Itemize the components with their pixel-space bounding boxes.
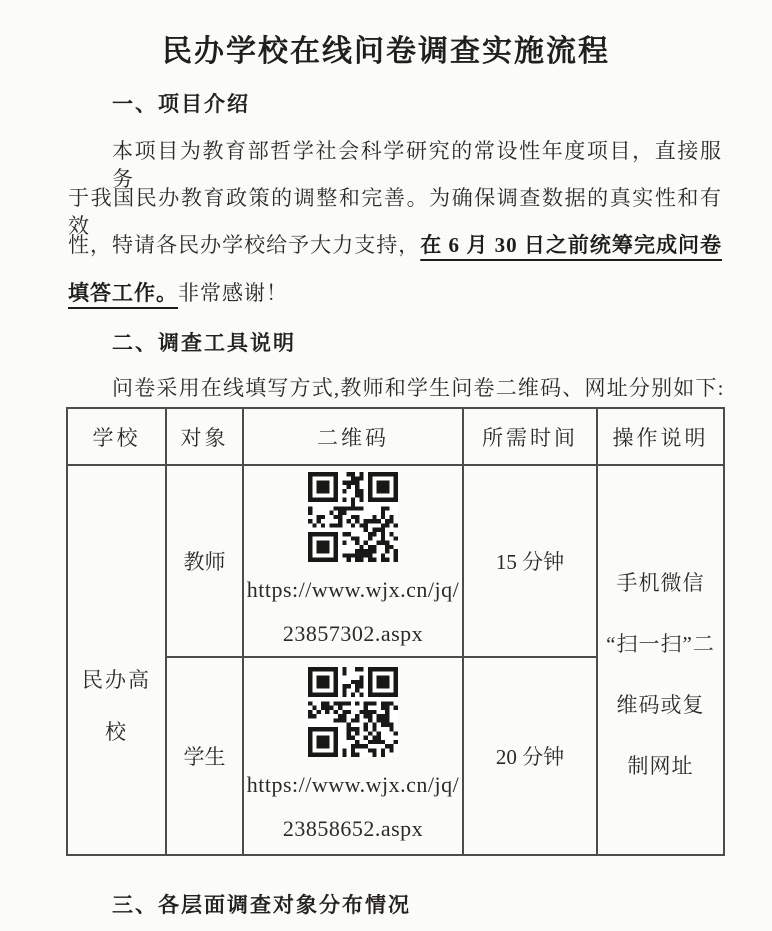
survey-info-table [66, 407, 725, 856]
school-cell [67, 465, 166, 855]
document-title: 民办学校在线问卷调查实施流程 [162, 35, 610, 68]
time-cell-student: 20 分钟 [463, 657, 597, 855]
column-header-target: 对象 [166, 408, 243, 465]
target-cell-student: 学生 [166, 657, 243, 855]
teacher-survey-url-line-2: 23857302.aspx [282, 621, 424, 646]
qrcode-cell-teacher [243, 465, 463, 657]
operation-instructions-cell [597, 465, 724, 855]
intro-paragraph-line-2: 于我国民办教育政策的调整和完善。为确保调查数据的真实性和有效 [68, 186, 722, 238]
column-header-qrcode: 二维码 [243, 408, 463, 465]
qr-code-teacher-icon [308, 472, 398, 562]
intro-paragraph-line-4 [68, 279, 722, 307]
column-header-school: 学校 [67, 408, 166, 465]
table-row-teacher [67, 465, 724, 657]
time-cell-teacher: 15 分钟 [463, 465, 597, 657]
survey-tools-intro: 问卷采用在线填写方式,教师和学生问卷二维码、网址分别如下: [112, 376, 724, 400]
deadline-emphasis-text: 在 6 月 30 日之前统筹完成问卷 [420, 233, 722, 257]
intro-paragraph-line-1: 本项目为教育部哲学社会科学研究的常设性年度项目，直接服务 [112, 139, 722, 191]
table-header-row [67, 408, 724, 465]
column-header-instructions: 操作说明 [597, 408, 724, 465]
intro-line-3-normal-text: 性，特请各民办学校给予大力支持， [68, 233, 421, 257]
intro-paragraph-line-3 [68, 231, 722, 259]
qr-code-student-icon [308, 667, 398, 757]
deadline-emphasis-text-continued: 填答工作。 [68, 281, 178, 305]
target-cell-teacher: 教师 [166, 465, 243, 657]
qrcode-cell-student [243, 657, 463, 855]
school-name: 民办高 校 [82, 668, 151, 744]
operation-instructions-text: 手机微信 “扫一扫”二 维码或复 制网址 [606, 570, 715, 778]
thanks-text: 非常感谢！ [178, 281, 288, 305]
teacher-survey-url-line-1: https://www.wjx.cn/jq/ [246, 577, 460, 602]
section-1-heading: 一、项目介绍 [112, 93, 250, 116]
section-3-heading: 三、各层面调查对象分布情况 [112, 894, 411, 917]
column-header-time: 所需时间 [463, 408, 597, 465]
section-2-heading: 二、调查工具说明 [112, 332, 296, 355]
student-survey-url-line-2: 23858652.aspx [282, 816, 424, 841]
student-survey-url-line-1: https://www.wjx.cn/jq/ [246, 772, 460, 797]
